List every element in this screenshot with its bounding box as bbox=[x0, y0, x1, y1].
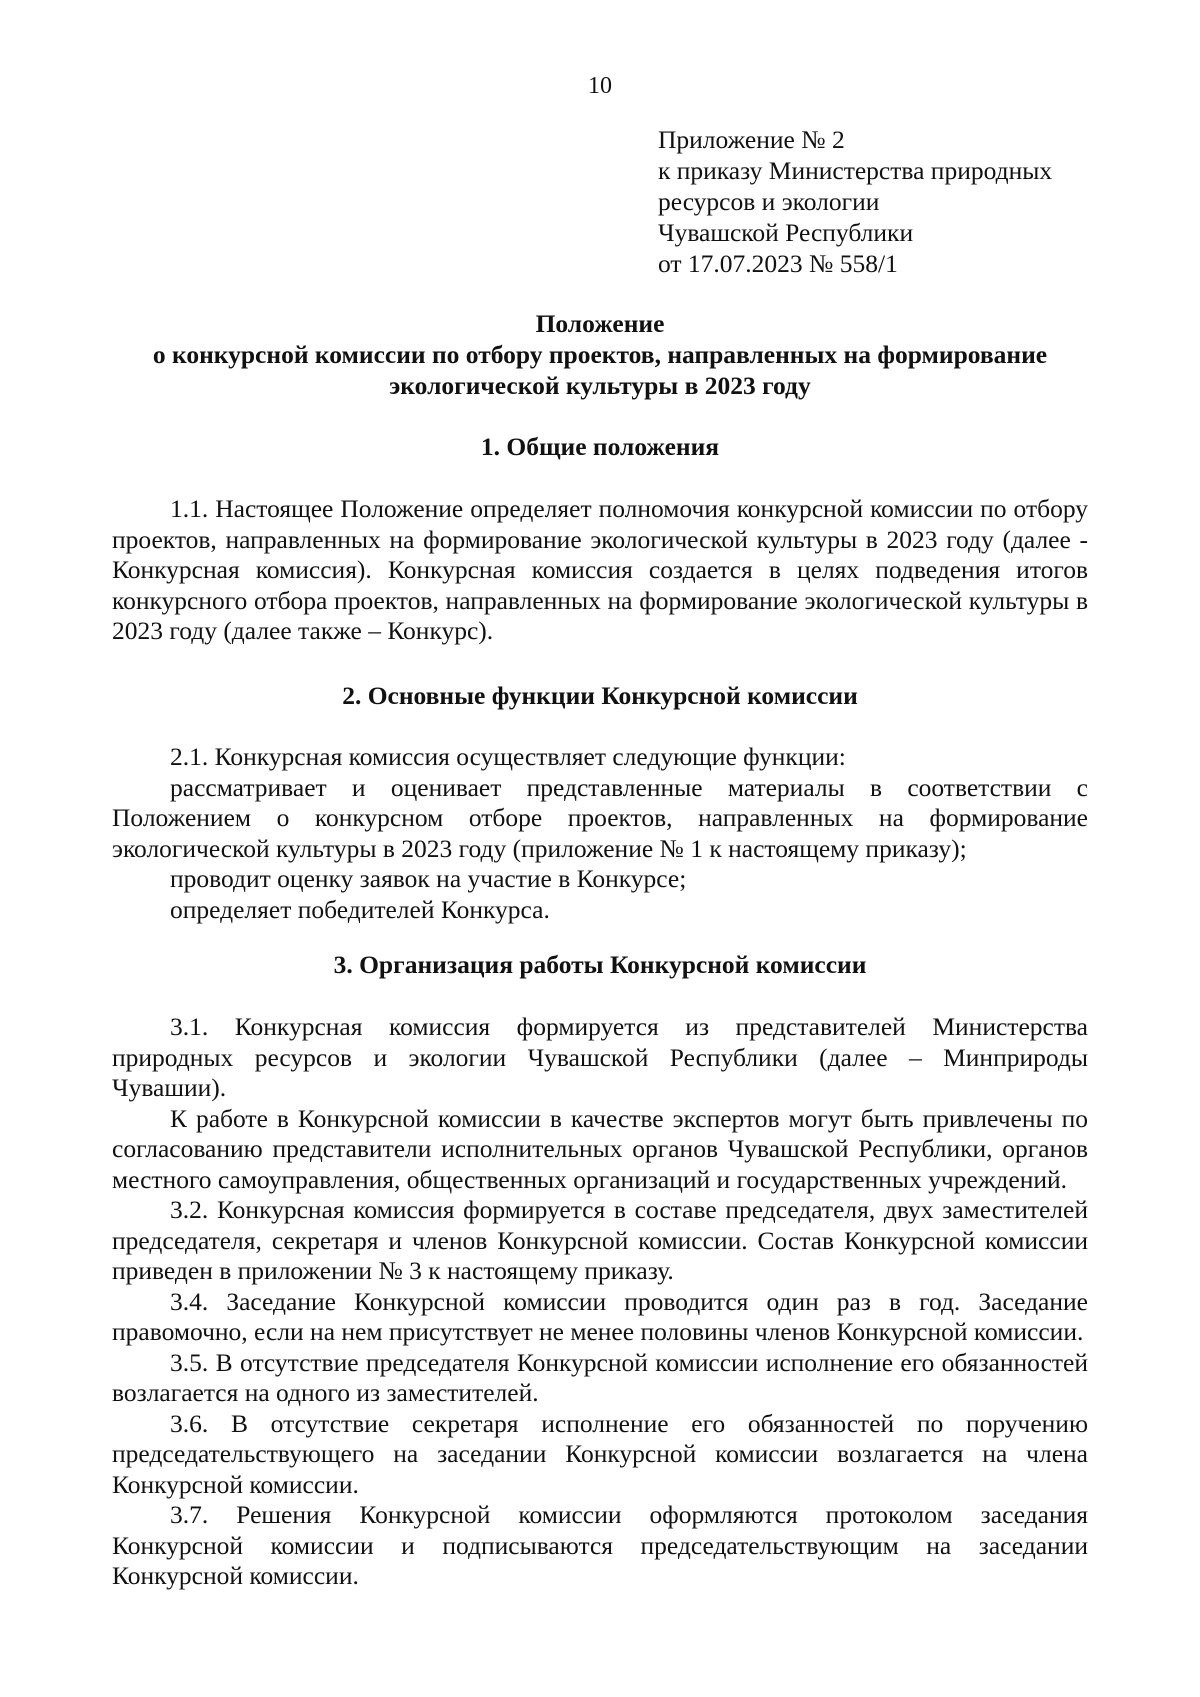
appendix-line: от 17.07.2023 № 558/1 bbox=[658, 249, 898, 278]
paragraph-1-1: 1.1. Настоящее Положение определяет полномочия конкурсной комиссии по отбору проектов, направленных на формирование экологической культуры в 2023 году (далее - Конкурсная комиссия). Конкурсная комиссия создается в целях подведения итогов конкурсного отбора проектов, направленных на формирование экологической культуры в 2023 году (далее также – Конкурс). bbox=[112, 494, 1088, 645]
paragraph-2-1: 2.1. Конкурсная комиссия осуществляет следующие функции: bbox=[170, 742, 846, 771]
paragraph-3-6: 3.6. В отсутствие секретаря исполнение его обязанностей по поручению председательствующего на заседании Конкурсной комиссии возлагается на члена Конкурсной комиссии. bbox=[112, 1408, 1088, 1499]
appendix-line: Приложение № 2 bbox=[658, 125, 845, 154]
paragraph-3-1: 3.1. Конкурсная комиссия формируется из представителей Министерства природных ресурсов и экологии Чувашской Республики (далее – Минприроды Чувашии). bbox=[112, 1012, 1088, 1102]
section-heading-1: 1. Общие положения bbox=[480, 432, 720, 461]
paragraph-3-7: 3.7. Решения Конкурсной комиссии оформляются протоколом заседания Конкурсной комиссии и подписываются председательствующим на заседании Конкурсной комиссии. bbox=[112, 1500, 1088, 1590]
section-heading-3: 3. Организация работы Конкурсной комиссии bbox=[333, 950, 867, 979]
paragraph-3-4: 3.4. Заседание Конкурсной комиссии проводится один раз в год. Заседание правомочно, если на нем присутствует не менее половины членов Конкурсной комиссии. bbox=[112, 1286, 1088, 1346]
paragraph-3-2: 3.2. Конкурсная комиссия формируется в составе председателя, двух заместителей председателя, секретаря и членов Конкурсной комиссии. Состав Конкурсной комиссии приведен в приложении № 3 к настоящему приказу. bbox=[112, 1195, 1088, 1285]
paragraph-3-5: 3.5. В отсутствие председателя Конкурсной комиссии исполнение его обязанностей возлагается на одного из заместителей. bbox=[112, 1347, 1088, 1407]
paragraph-2-function-3: определяет победителей Конкурса. bbox=[170, 894, 550, 924]
section-body-1 bbox=[112, 494, 1088, 647]
title-line: Положение bbox=[535, 309, 665, 338]
appendix-reference bbox=[658, 124, 1138, 279]
appendix-line: ресурсов и экологии bbox=[658, 187, 880, 216]
paragraph-3-experts: К работе в Конкурсной комиссии в качестве экспертов могут быть привлечены по согласованию представители исполнительных органов Чувашской Республики, органов местного самоуправления, общественных организаций и государственных учреждений. bbox=[112, 1103, 1088, 1194]
paragraph-2-function-1: рассматривает и оценивает представленные материалы в соответствии с Положением о конкурсном отборе проектов, направленных на формирование экологической культуры в 2023 году (приложение № 1 к настоящему приказу); bbox=[112, 772, 1088, 863]
appendix-line: к приказу Министерства природных bbox=[658, 156, 1053, 185]
title-line: экологической культуры в 2023 году bbox=[389, 371, 811, 400]
title-line: о конкурсной комиссии по отбору проектов, направленных на формирование bbox=[152, 340, 1048, 369]
section-body-3 bbox=[112, 1012, 1088, 1592]
section-heading-2: 2. Основные функции Конкурсной комиссии bbox=[342, 681, 858, 710]
paragraph-2-function-2: проводит оценку заявок на участие в Конкурсе; bbox=[170, 864, 687, 893]
document-title bbox=[120, 308, 1080, 401]
appendix-line: Чувашской Республики bbox=[658, 218, 914, 247]
section-body-2 bbox=[112, 742, 1088, 925]
page-number: 10 bbox=[588, 73, 612, 99]
